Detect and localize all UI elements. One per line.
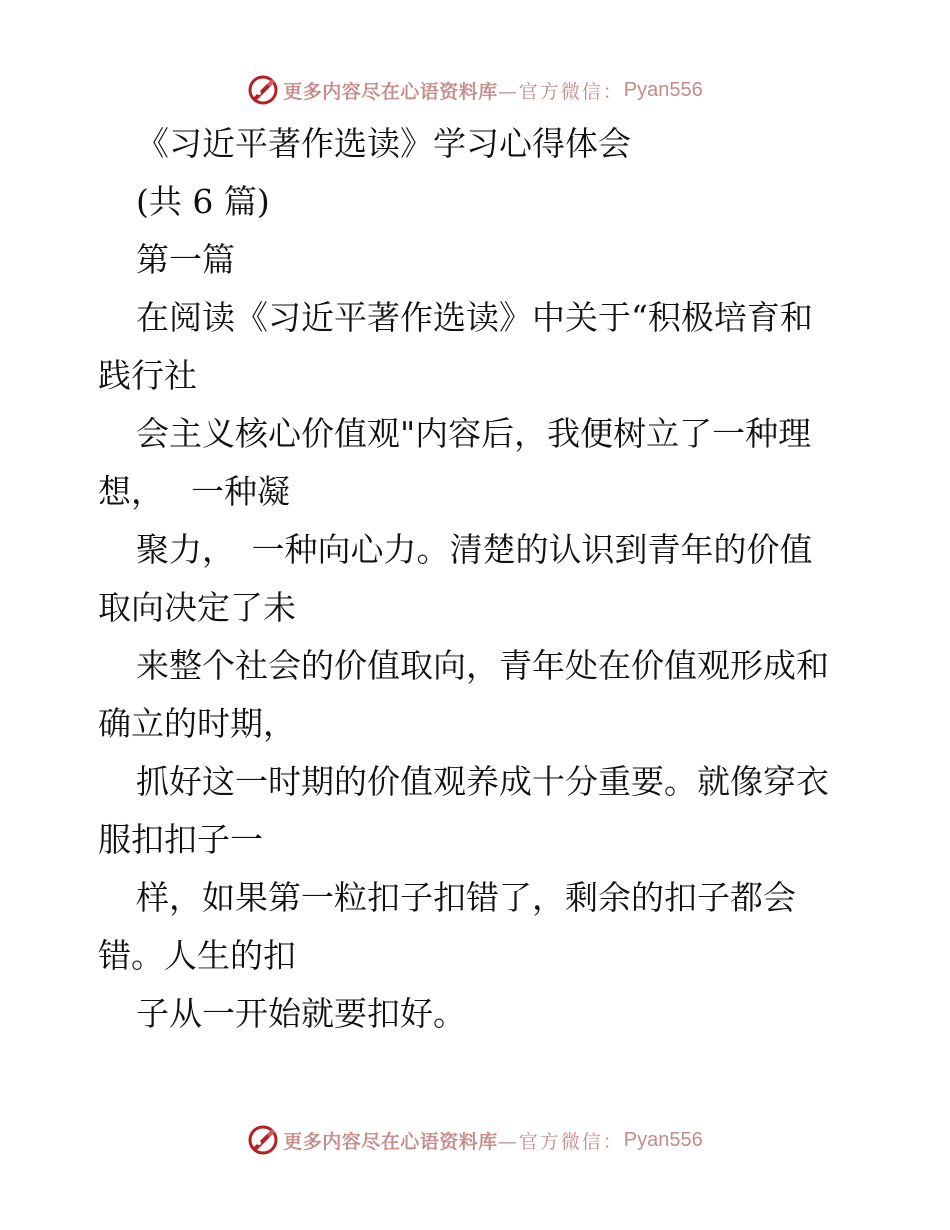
header-banner bbox=[0, 70, 950, 110]
body-line: 取向决定了未 bbox=[98, 588, 296, 627]
body-line: 确立的时期， bbox=[98, 704, 296, 743]
body-line: 来整个社会的价值取向，青年处在价值观形成和 bbox=[136, 646, 829, 685]
body-line: 错。人生的扣 bbox=[98, 936, 296, 975]
banner-wechat-id: Pyan556 bbox=[623, 78, 703, 101]
body-line: 在阅读《习近平著作选读》中关于“积极培育和 bbox=[136, 298, 813, 337]
body-line: 想， 一种凝 bbox=[98, 472, 290, 511]
banner-wechat-label: —官方微信： bbox=[497, 80, 624, 103]
banner-wechat-label: —官方微信： bbox=[497, 1130, 624, 1153]
banner-wechat-id: Pyan556 bbox=[623, 1128, 703, 1151]
banner-promo-text: 更多内容尽在心语资料库 bbox=[283, 1130, 498, 1153]
section-heading: 第一篇 bbox=[136, 240, 235, 279]
body-line: 会主义核心价值观"内容后，我便树立了一种理 bbox=[136, 414, 812, 453]
body-line: 样，如果第一粒扣子扣错了，剩余的扣子都会 bbox=[136, 878, 796, 917]
body-line: 抓好这一时期的价值观养成十分重要。就像穿衣 bbox=[136, 762, 829, 801]
document-title: 《习近平著作选读》学习心得体会 bbox=[136, 124, 631, 163]
body-line: 践行社 bbox=[98, 356, 197, 395]
banner-promo-text: 更多内容尽在心语资料库 bbox=[283, 80, 498, 103]
pen-logo-icon bbox=[247, 74, 279, 106]
body-paragraph bbox=[98, 289, 898, 1043]
body-line: 聚力， 一种向心力。清楚的认识到青年的价值 bbox=[136, 530, 813, 569]
document-body bbox=[98, 115, 898, 1043]
body-line: 服扣扣子一 bbox=[98, 820, 263, 859]
body-line: 子从一开始就要扣好。 bbox=[136, 994, 466, 1033]
footer-banner bbox=[0, 1120, 950, 1160]
pen-logo-icon bbox=[247, 1124, 279, 1156]
document-count-note: (共 6 篇) bbox=[136, 182, 270, 221]
